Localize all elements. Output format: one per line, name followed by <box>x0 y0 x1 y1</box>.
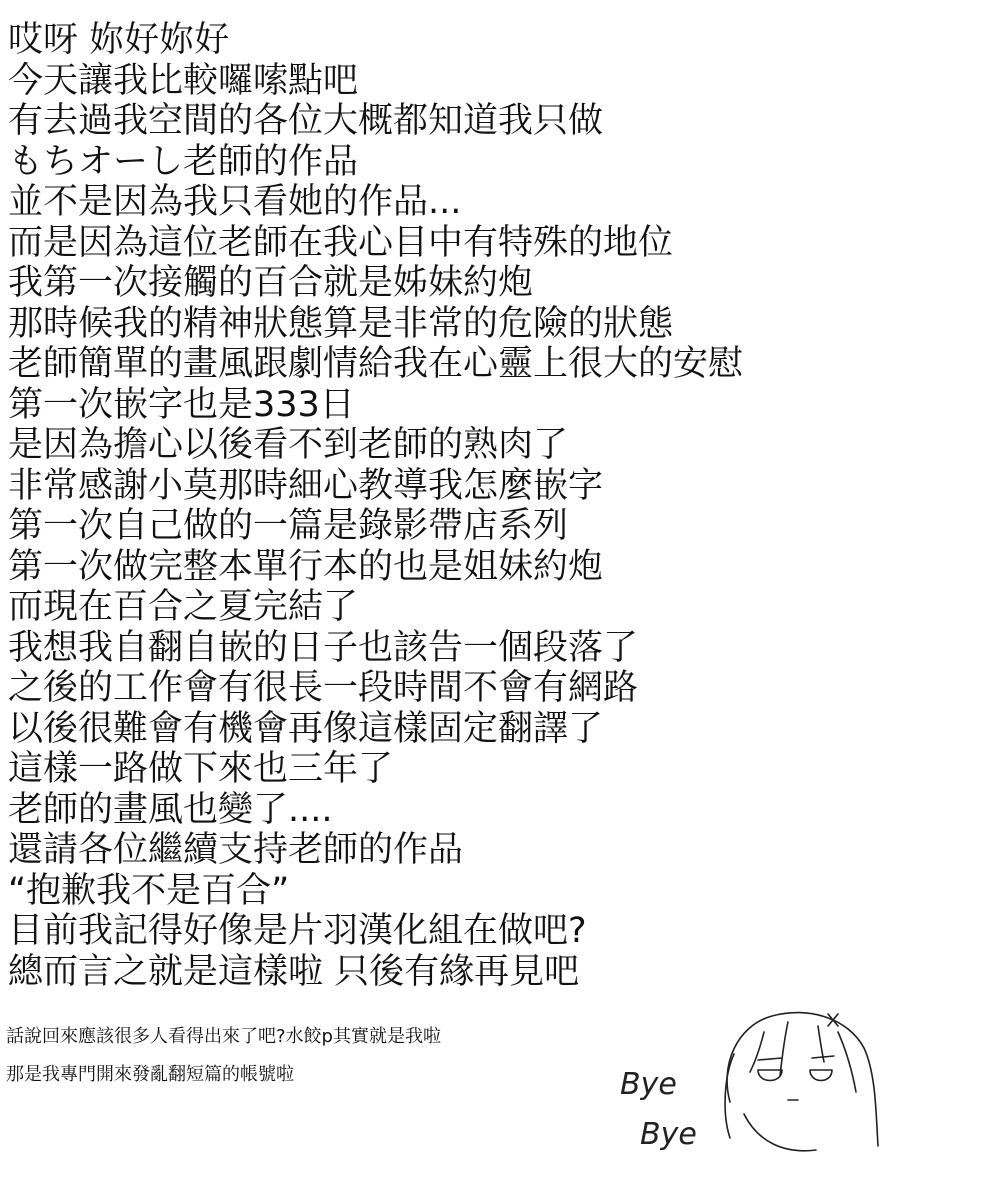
message-line: 那時候我的精神狀態算是非常的危險的狀態 <box>8 303 674 344</box>
message-line: 有去過我空間的各位大概都知道我只做 <box>8 101 604 141</box>
eye-left <box>758 1070 782 1081</box>
message-line: 還請各位繼續支持老師的作品 <box>8 830 464 870</box>
message-line: 老師的畫風也變了.... <box>8 789 333 830</box>
message-line: 總而言之就是這樣啦 只後有緣再見吧 <box>8 951 580 992</box>
message-line: 目前我記得好像是片羽漢化組在做吧? <box>8 911 587 951</box>
message-line: もちオーし老師的作品 <box>8 141 359 182</box>
message-line: 這樣一路做下來也三年了 <box>8 749 394 789</box>
footnote-line: 那是我專門開來發亂翻短篇的帳號啦 <box>6 1064 294 1085</box>
eye-right <box>810 1070 832 1081</box>
hair-left-strand <box>725 1054 734 1138</box>
message-line: 第一次做完整本單行本的也是姐妹約炮 <box>8 546 604 587</box>
message-line: 第一次自己做的一篇是錄影帶店系列 <box>8 506 569 546</box>
bang-strand <box>750 1032 764 1072</box>
footnote-line: 話說回來應該很多人看得出來了吧?水餃p其實就是我啦 <box>6 1026 441 1047</box>
chin-outline <box>744 1114 816 1151</box>
bye-bye-doodle <box>612 996 902 1174</box>
message-line: 哎呀 妳好妳好 <box>8 20 230 60</box>
message-line: 而是因為這位老師在我心目中有特殊的地位 <box>8 222 674 263</box>
hair-outline <box>727 1013 878 1146</box>
eyebrow-left <box>758 1058 782 1060</box>
bye-text-1: Bye <box>620 1067 677 1102</box>
message-line: 之後的工作會有很長一段時間不會有網路 <box>8 668 639 708</box>
message-line: 我想我自翻自嵌的日子也該告一個段落了 <box>8 627 639 668</box>
message-line: 非常感謝小莫那時細心教導我怎麼嵌字 <box>8 465 604 506</box>
main-message <box>8 20 968 992</box>
message-line: 第一次嵌字也是333日 <box>8 384 355 425</box>
message-line: 並不是因為我只看她的作品... <box>8 182 462 222</box>
message-line: “抱歉我不是百合” <box>8 870 290 911</box>
face-sketch-icon <box>612 996 902 1174</box>
eyebrow-right <box>812 1056 834 1058</box>
bang-strand <box>780 1022 788 1076</box>
message-line: 老師簡單的畫風跟劇情給我在心靈上很大的安慰 <box>8 344 744 384</box>
message-line: 今天讓我比較囉嗦點吧 <box>8 60 359 101</box>
bye-text-2: Bye <box>640 1117 697 1152</box>
sparkle-cross <box>828 1014 838 1026</box>
message-line: 以後很難會有機會再像這樣固定翻譯了 <box>8 708 604 749</box>
bang-strand <box>838 1032 856 1092</box>
message-line: 而現在百合之夏完結了 <box>8 587 359 627</box>
message-line: 我第一次接觸的百合就是姊妹約炮 <box>8 263 534 303</box>
footnote <box>6 1018 626 1094</box>
message-line: 是因為擔心以後看不到老師的熟肉了 <box>8 425 569 465</box>
